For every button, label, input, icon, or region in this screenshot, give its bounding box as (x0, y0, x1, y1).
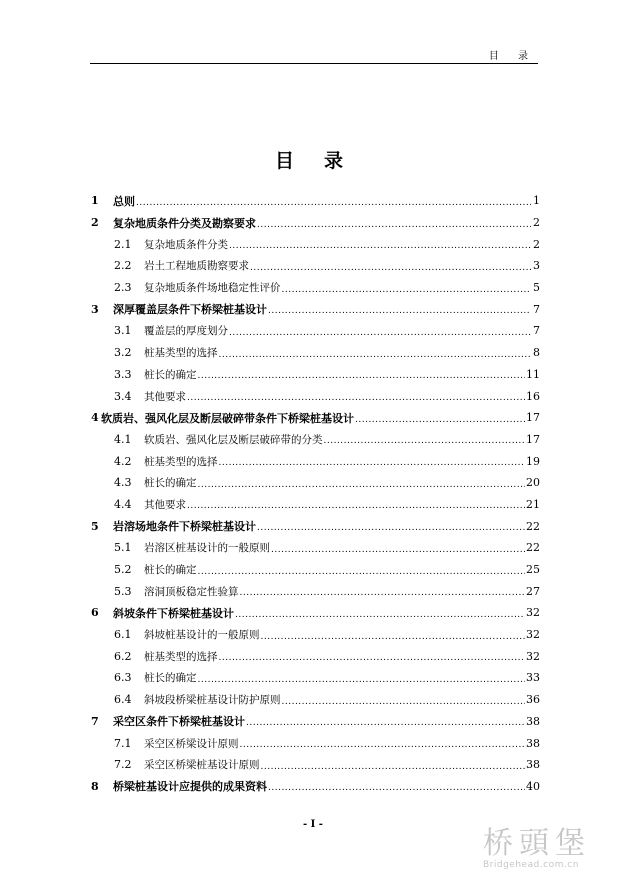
toc-entry-number: 3 (91, 302, 99, 316)
toc-section-entry[interactable] (91, 233, 540, 255)
toc-section-entry[interactable] (91, 255, 540, 277)
toc-leader-dots (261, 632, 526, 642)
toc-entry-title: 桩基类型的选择 (144, 347, 218, 360)
toc-entry-number: 7 (91, 714, 99, 728)
toc-entry-page: 17 (526, 411, 540, 425)
toc-entry-title: 桩长的确定 (144, 477, 197, 490)
toc-entry-number: 3.4 (114, 389, 132, 403)
toc-leader-dots (187, 501, 525, 511)
toc-entry-number: 5.3 (114, 584, 132, 598)
running-header: 目 录 (488, 51, 536, 62)
toc-entry-page: 33 (526, 671, 540, 685)
toc-chapter-entry[interactable] (91, 212, 540, 234)
toc-leader-dots (282, 285, 532, 295)
toc-entry-number: 7.2 (114, 758, 132, 772)
toc-leader-dots (240, 588, 526, 598)
toc-leader-dots (229, 241, 531, 251)
toc-entry-page: 40 (526, 779, 540, 793)
toc-leader-dots (219, 653, 526, 663)
toc-section-entry[interactable] (91, 277, 540, 299)
toc-entry-title: 采空区桥梁设计原则 (144, 737, 239, 750)
toc-section-entry[interactable] (91, 537, 540, 559)
toc-entry-number: 1 (91, 194, 99, 208)
toc-leader-dots (271, 545, 525, 555)
toc-section-entry[interactable] (91, 472, 540, 494)
toc-leader-dots (229, 328, 531, 338)
toc-section-entry[interactable] (91, 667, 540, 689)
toc-entry-number: 6.4 (114, 693, 132, 707)
toc-entry-page: 7 (533, 324, 540, 338)
toc-entry-number: 5.1 (114, 541, 132, 555)
toc-section-entry[interactable] (91, 754, 540, 776)
toc-chapter-entry[interactable] (91, 407, 540, 429)
toc-entry-number: 2.3 (114, 281, 132, 295)
toc-entry-title: 桩长的确定 (144, 368, 197, 381)
toc-entry-page: 7 (533, 302, 540, 316)
toc-entry-page: 17 (526, 432, 540, 446)
toc-entry-title: 采空区桥梁桩基设计原则 (144, 759, 260, 772)
toc-entry-number: 2 (91, 216, 99, 230)
toc-entry-page: 16 (526, 389, 540, 403)
toc-entry-number: 3.1 (114, 324, 132, 338)
toc-leader-dots (219, 458, 526, 468)
toc-section-entry[interactable] (91, 450, 540, 472)
toc-entry-title: 其他要求 (144, 390, 186, 403)
toc-entry-number: 6 (91, 606, 99, 620)
toc-leader-dots (136, 198, 531, 208)
toc-entry-number: 4.3 (114, 476, 132, 490)
toc-section-entry[interactable] (91, 429, 540, 451)
toc-entry-title: 溶洞顶板稳定性验算 (144, 585, 239, 598)
toc-entry-page: 22 (526, 541, 540, 555)
toc-leader-dots (355, 415, 525, 425)
toc-entry-number: 6.3 (114, 671, 132, 685)
toc-entry-page: 5 (533, 281, 540, 295)
watermark-url: Bridgehead.com.cn (483, 860, 579, 870)
toc-entry-page: 36 (526, 693, 540, 707)
toc-leader-dots (257, 220, 531, 230)
toc-entry-page: 20 (526, 476, 540, 490)
toc-entry-page: 3 (533, 259, 540, 273)
toc-entry-number: 3.2 (114, 346, 132, 360)
toc-entry-number: 4 (91, 411, 99, 425)
toc-entry-title: 斜坡条件下桥梁桩基设计 (113, 606, 234, 620)
toc-entry-title: 总则 (113, 194, 135, 208)
toc-leader-dots (268, 783, 525, 793)
toc-entry-number: 6.2 (114, 649, 132, 663)
toc-entry-page: 2 (533, 237, 540, 251)
toc-entry-number: 5 (91, 519, 99, 533)
toc-section-entry[interactable] (91, 494, 540, 516)
toc-entry-page: 11 (526, 367, 540, 381)
toc-entry-page: 38 (526, 714, 540, 728)
toc-chapter-entry[interactable] (91, 776, 540, 798)
page-number: - I - (303, 819, 323, 830)
watermark (483, 828, 603, 878)
toc-chapter-entry[interactable] (91, 190, 540, 212)
toc-leader-dots (235, 610, 525, 620)
toc-leader-dots (250, 263, 531, 273)
toc-chapter-entry[interactable] (91, 298, 540, 320)
toc-section-entry[interactable] (91, 732, 540, 754)
toc-leader-dots (324, 436, 526, 446)
toc-leader-dots (198, 480, 526, 490)
toc-entry-number: 7.1 (114, 736, 132, 750)
toc-section-entry[interactable] (91, 624, 540, 646)
toc-entry-title: 桥梁桩基设计应提供的成果资料 (113, 780, 267, 794)
toc-entry-number: 6.1 (114, 628, 132, 642)
toc-entry-number: 3.3 (114, 367, 132, 381)
toc-entry-title: 复杂地质条件场地稳定性评价 (144, 282, 281, 295)
toc-entry-page: 38 (526, 736, 540, 750)
toc-leader-dots (198, 371, 526, 381)
toc-entry-title: 桩长的确定 (144, 672, 197, 685)
toc-leader-dots (268, 306, 531, 316)
toc-leader-dots (240, 740, 526, 750)
toc-entry-title: 复杂地质条件分类 (144, 238, 228, 251)
toc-entry-page: 32 (526, 628, 540, 642)
toc-entry-page: 1 (533, 194, 540, 208)
toc-entry-title: 复杂地质条件分类及勘察要求 (113, 216, 256, 230)
toc-entry-page: 2 (533, 216, 540, 230)
toc-section-entry[interactable] (91, 689, 540, 711)
toc-entry-number: 2.2 (114, 259, 132, 273)
toc-entry-number: 2.1 (114, 237, 132, 251)
toc-chapter-entry[interactable] (91, 515, 540, 537)
toc-chapter-entry[interactable] (91, 602, 540, 624)
toc-leader-dots (198, 567, 526, 577)
header-rule (90, 63, 538, 64)
toc-section-entry[interactable] (91, 385, 540, 407)
toc-entry-number: 4.4 (114, 497, 132, 511)
watermark-logo: 桥頭堡 (483, 826, 591, 861)
toc-leader-dots (282, 697, 526, 707)
toc-leader-dots (219, 350, 532, 360)
toc-leader-dots (257, 523, 525, 533)
toc-chapter-entry[interactable] (91, 711, 540, 733)
toc-leader-dots (198, 675, 526, 685)
toc-section-entry[interactable] (91, 364, 540, 386)
toc-leader-dots (187, 393, 525, 403)
toc-entry-number: 8 (91, 779, 99, 793)
toc-entry-title: 岩土工程地质勘察要求 (144, 260, 249, 273)
toc-entry-page: 25 (526, 563, 540, 577)
toc-entry-title: 斜坡桩基设计的一般原则 (144, 629, 260, 642)
toc-entry-title: 岩溶区桩基设计的一般原则 (144, 542, 270, 555)
toc-entry-title: 深厚覆盖层条件下桥梁桩基设计 (113, 303, 267, 317)
toc-entry-title: 斜坡段桥梁桩基设计防护原则 (144, 694, 281, 707)
table-of-contents (91, 190, 540, 797)
toc-section-entry[interactable] (91, 320, 540, 342)
toc-entry-number: 5.2 (114, 563, 132, 577)
toc-entry-page: 32 (526, 649, 540, 663)
toc-leader-dots (261, 762, 526, 772)
toc-entry-page: 32 (526, 606, 540, 620)
toc-leader-dots (246, 718, 525, 728)
toc-section-entry[interactable] (91, 342, 540, 364)
toc-entry-title: 软质岩、强风化层及断层破碎带的分类 (144, 433, 323, 446)
toc-entry-page: 38 (526, 758, 540, 772)
toc-entry-page: 21 (526, 497, 540, 511)
toc-entry-title: 其他要求 (144, 498, 186, 511)
toc-section-entry[interactable] (91, 559, 540, 581)
toc-entry-title: 桩长的确定 (144, 564, 197, 577)
toc-entry-title: 桩基类型的选择 (144, 650, 218, 663)
toc-entry-page: 19 (526, 454, 540, 468)
toc-entry-title: 采空区条件下桥梁桩基设计 (113, 715, 245, 729)
toc-entry-title: 桩基类型的选择 (144, 455, 218, 468)
toc-entry-number: 4.1 (114, 432, 132, 446)
toc-entry-page: 22 (526, 519, 540, 533)
toc-section-entry[interactable] (91, 645, 540, 667)
toc-entry-page: 8 (533, 346, 540, 360)
toc-entry-number: 4.2 (114, 454, 132, 468)
toc-section-entry[interactable] (91, 580, 540, 602)
toc-entry-title: 覆盖层的厚度划分 (144, 325, 228, 338)
toc-entry-title: 软质岩、强风化层及断层破碎带条件下桥梁桩基设计 (101, 411, 354, 425)
toc-entry-title: 岩溶场地条件下桥梁桩基设计 (113, 520, 256, 534)
toc-entry-page: 27 (526, 584, 540, 598)
page-title: 目录 (274, 150, 373, 172)
